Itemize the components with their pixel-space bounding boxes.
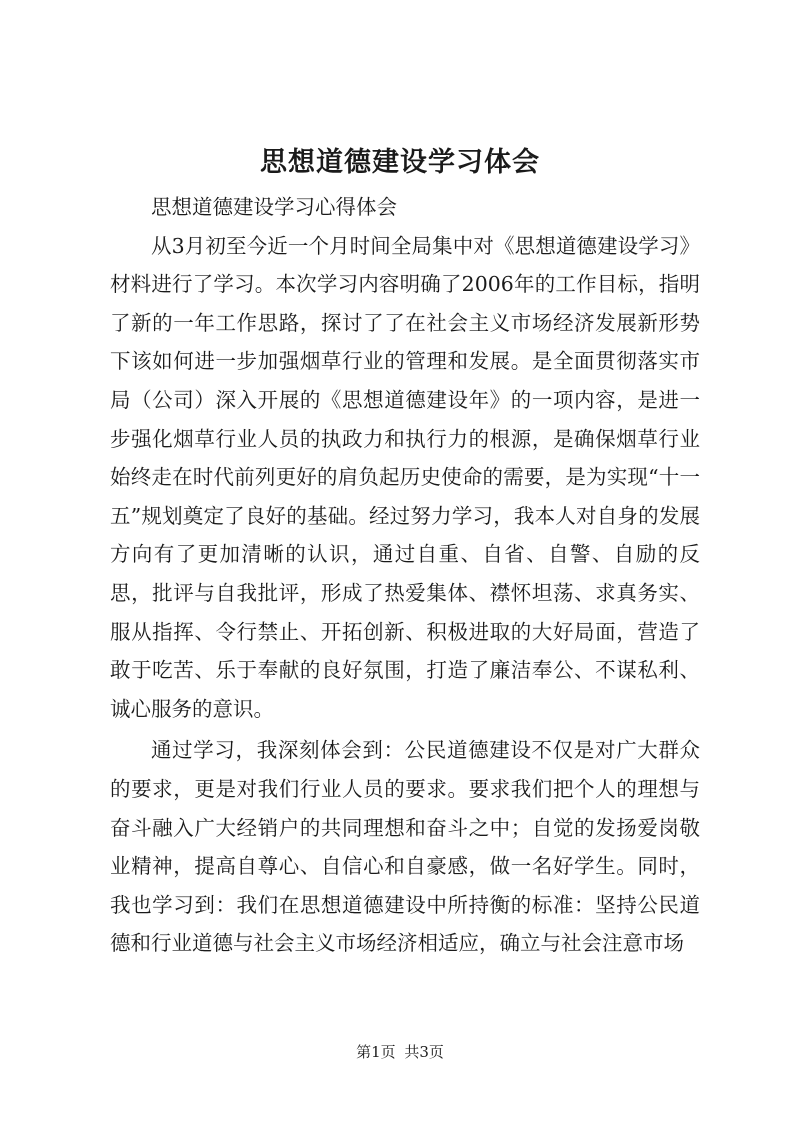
page-total: 共3页 — [404, 1043, 444, 1061]
document-title: 思想道德建设学习体会 — [260, 147, 540, 178]
paragraph-body-1: 从3月初至今近一个月时间全局集中对《思想道德建设学习》材料进行了学习。本次学习内容明确了2006年的工作目标，指明了新的一年工作思路，探讨了了在社会主义市场经济发展新形势下该如何进一步加强烟草行业的管理和发展。是全面贯彻落实市局（公司）深入开展的《思想道德建设年》的一项内容，是进一步强化烟草行业人员的执政力和执行力的根源，是确保烟草行业始终走在时代前列更好的肩负起历史使命的需要，是为实现“十一五”规划奠定了良好的基础。经过努力学习，我本人对自身的发展方向有了更加清晰的认识，通过自重、自省、自警、自励的反思，批评与自我批评，形成了热爱集体、襟怀坦荡、求真务实、服从指挥、令行禁止、开拓创新、积极进取的大好局面，营造了敢于吃苦、乐于奉献的良好氛围，打造了廉洁奉公、不谋私利、诚心服务的意识。 — [110, 233, 700, 721]
page-footer — [0, 1042, 800, 1062]
document-body — [110, 188, 700, 963]
paragraph-body-2: 通过学习，我深刻体会到：公民道德建设不仅是对广大群众的要求，更是对我们行业人员的要求。要求我们把个人的理想与奋斗融入广大经销户的共同理想和奋斗之中；自觉的发扬爱岗敬业精神，提高自尊心、自信心和自豪感，做一名好学生。同时，我也学习到：我们在思想道德建设中所持衡的标准：坚持公民道德和行业道德与社会主义市场经济相适应，确立与社会注意市场 — [110, 738, 700, 956]
paragraph-subtitle: 思想道德建设学习心得体会 — [151, 195, 397, 219]
page-number: 第1页 — [356, 1043, 396, 1061]
